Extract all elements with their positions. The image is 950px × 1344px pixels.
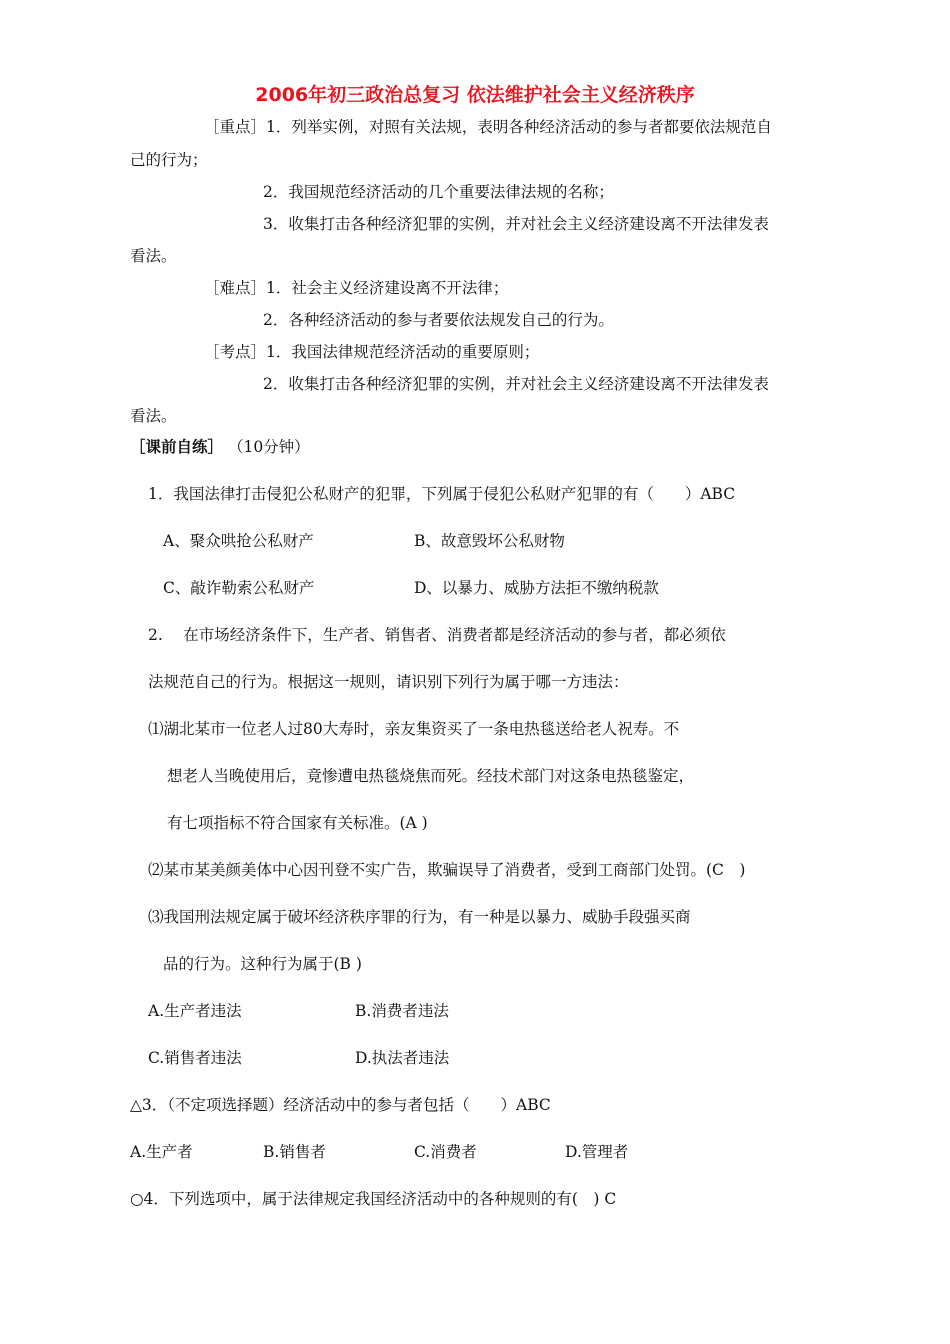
difficult-line-2: 2．各种经济活动的参与者要依法规发自己的行为。 xyxy=(263,311,614,329)
exam-line-2-cont: 看法。 xyxy=(130,407,177,425)
exam-line-2: 2．收集打击各种经济犯罪的实例，并对社会主义经济建设离不开法律发表 xyxy=(263,375,769,393)
q2-option-a: A.生产者违法 xyxy=(148,1002,242,1020)
q2-stem-2: 法规范自己的行为。根据这一规则，请识别下列行为属于哪一方违法： xyxy=(148,673,629,691)
exam-line-1: ［考点］1．我国法律规范经济活动的重要原则； xyxy=(204,343,540,361)
q1-option-c: C、敲诈勒索公私财产 xyxy=(163,579,315,597)
q2-stem-1: 2. 在市场经济条件下，生产者、销售者、消费者都是经济活动的参与者，都必须依 xyxy=(148,626,726,644)
focus-line-2: 2．我国规范经济活动的几个重要法律法规的名称； xyxy=(263,183,614,201)
focus-line-3: 3．收集打击各种经济犯罪的实例，并对社会主义经济建设离不开法律发表 xyxy=(263,215,769,233)
q4-stem: ○4．下列选项中，属于法律规定我国经济活动中的各种规则的有( ) C xyxy=(130,1190,617,1208)
q3-stem: △3．（不定项选择题）经济活动中的参与者包括（ ）ABC xyxy=(130,1096,551,1114)
practice-time: （10分钟） xyxy=(227,438,310,456)
difficult-line-1: ［难点］1．社会主义经济建设离不开法律； xyxy=(204,279,509,297)
q2-part1-line2: 想老人当晚使用后，竟惨遭电热毯烧焦而死。经技术部门对这条电热毯鉴定， xyxy=(167,767,695,785)
focus-line-1-cont: 己的行为； xyxy=(130,151,208,169)
focus-line-3-cont: 看法。 xyxy=(130,247,177,265)
q2-option-c: C.销售者违法 xyxy=(148,1049,242,1067)
q2-part3-line1: ⑶我国刑法规定属于破坏经济秩序罪的行为，有一种是以暴力、威胁手段强买商 xyxy=(148,908,691,926)
q1-option-d: D、以暴力、威胁方法拒不缴纳税款 xyxy=(414,579,659,597)
q2-part3-line2: 品的行为。这种行为属于(B ) xyxy=(163,955,362,973)
q2-part2: ⑵某市某美颜美体中心因刊登不实广告，欺骗误导了消费者，受到工商部门处罚。(C ) xyxy=(148,861,746,879)
q3-option-b: B.销售者 xyxy=(263,1143,326,1161)
q3-option-d: D.管理者 xyxy=(565,1143,629,1161)
focus-line-1: ［重点］1．列举实例，对照有关法规，表明各种经济活动的参与者都要依法规范自 xyxy=(204,118,772,136)
q3-option-c: C.消费者 xyxy=(414,1143,477,1161)
q2-option-d: D.执法者违法 xyxy=(355,1049,450,1067)
page-title: 2006年初三政治总复习 依法维护社会主义经济秩序 xyxy=(255,84,695,106)
practice-heading: ［课前自练］ xyxy=(130,438,224,456)
q2-part1-line1: ⑴湖北某市一位老人过80大寿时，亲友集资买了一条电热毯送给老人祝寿。不 xyxy=(148,720,680,738)
q2-part1-line3: 有七项指标不符合国家有关标准。(A ) xyxy=(167,814,428,832)
q2-option-b: B.消费者违法 xyxy=(355,1002,449,1020)
q3-option-a: A.生产者 xyxy=(130,1143,193,1161)
q1-stem: 1．我国法律打击侵犯公私财产的犯罪，下列属于侵犯公私财产犯罪的有（ ）ABC xyxy=(148,485,736,503)
q1-option-a: A、聚众哄抢公私财产 xyxy=(163,532,314,550)
practice-heading-row xyxy=(130,437,310,457)
q1-option-b: B、故意毁坏公私财物 xyxy=(414,532,565,550)
